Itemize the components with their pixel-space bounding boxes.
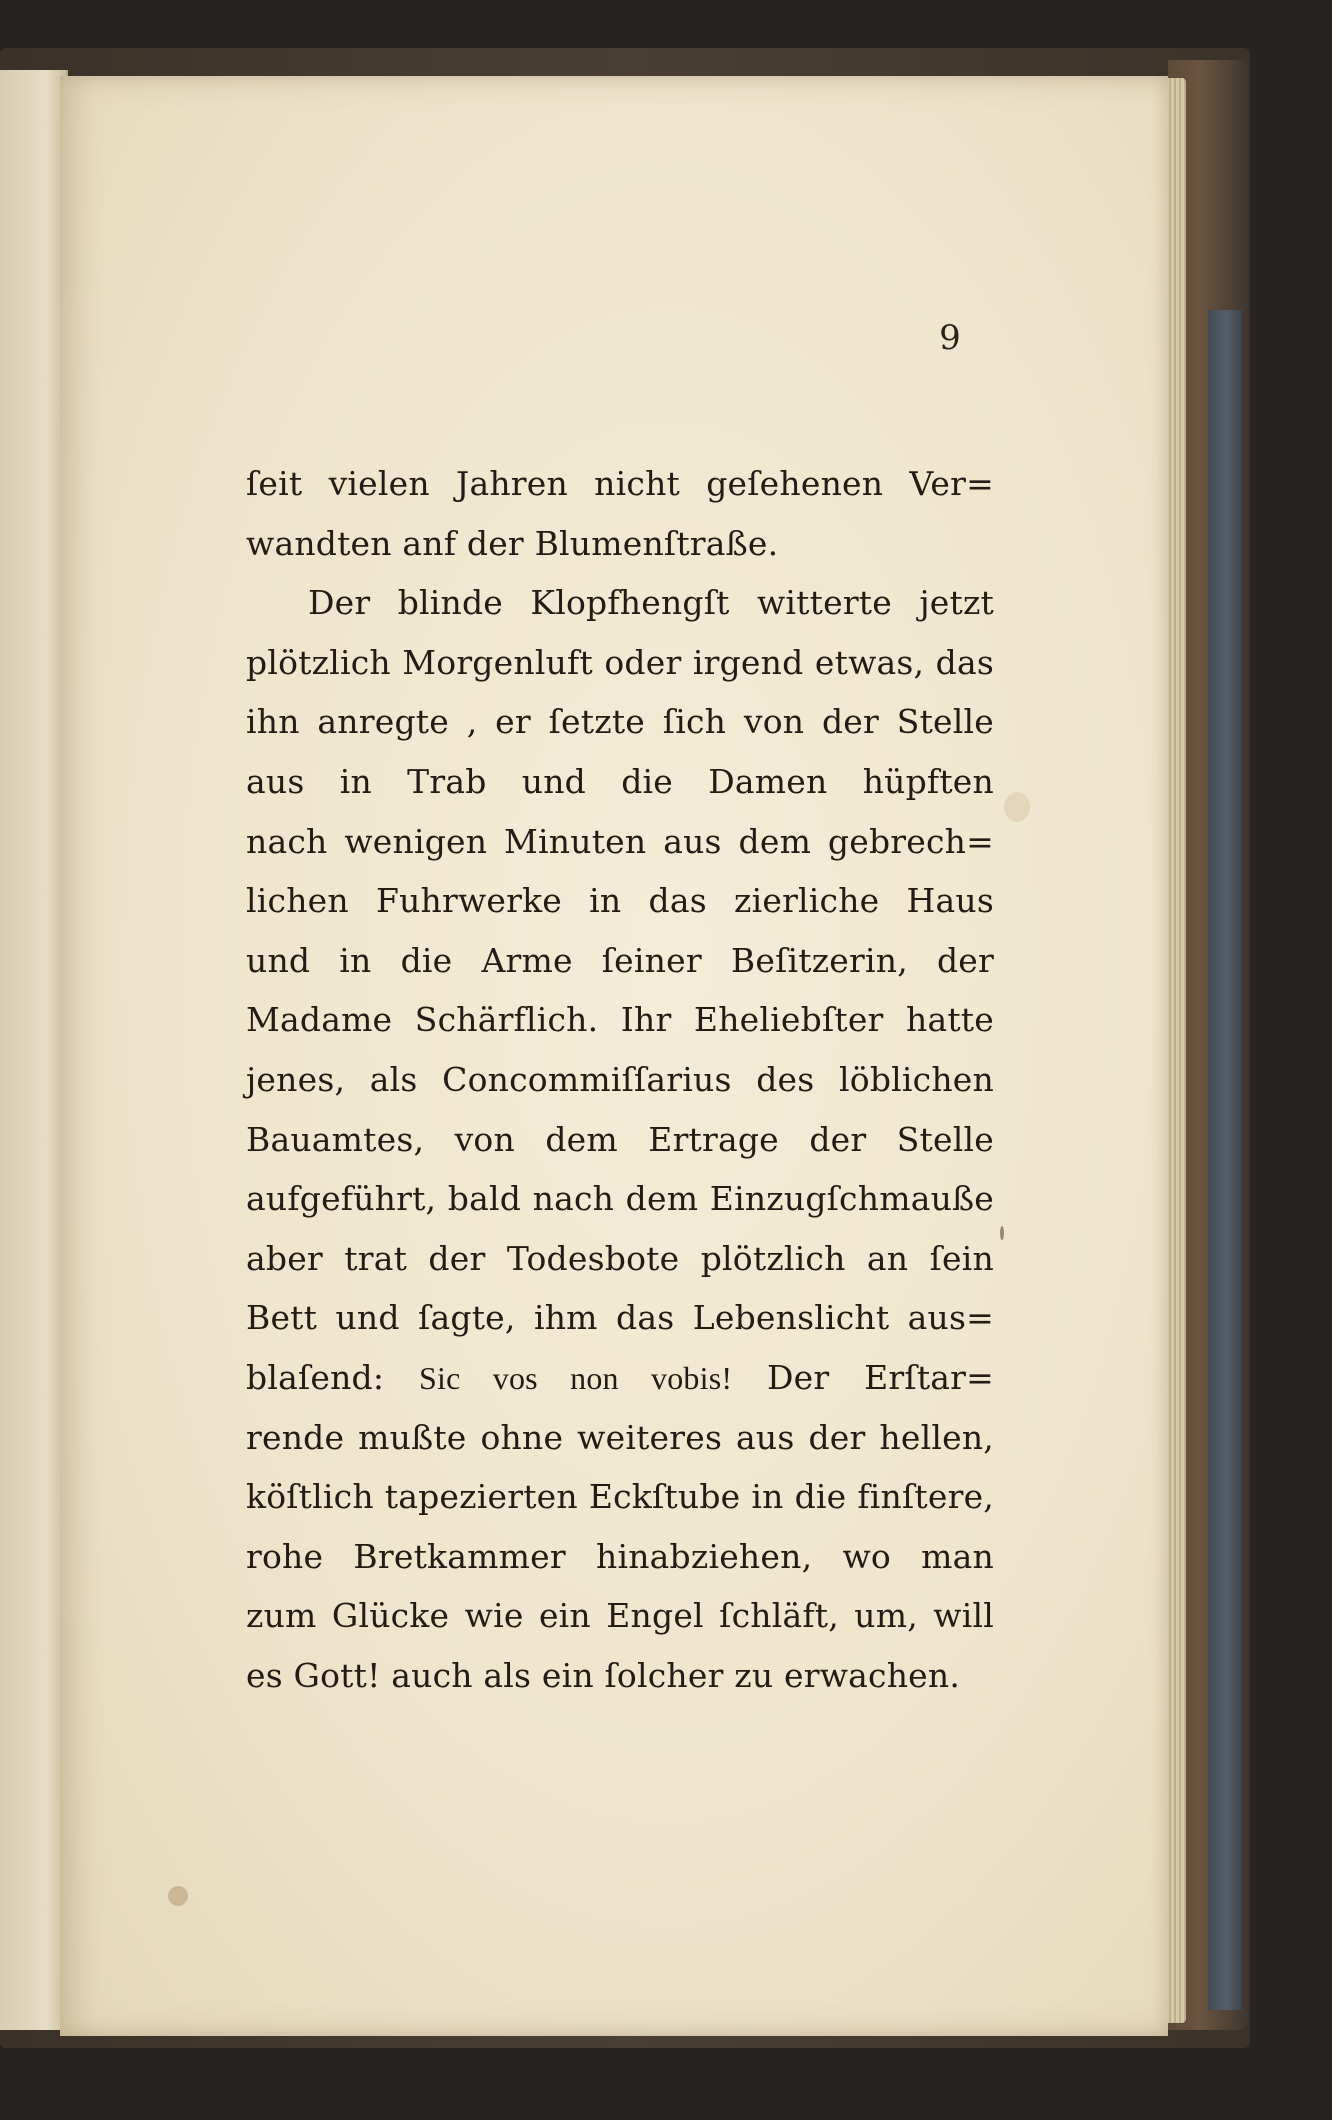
text-line: zum Glücke wie ein Engel ſchläft, um, will: [246, 1596, 994, 1636]
text-line: Bauamtes, von dem Ertrage der Stelle: [246, 1119, 994, 1159]
text-line: ihn anregte , er ſetzte ſich von der Stelle: [246, 702, 994, 742]
text-line: aufgeführt, bald nach dem Einzugſchmauße: [246, 1179, 994, 1219]
text-line: es Gott! auch als ein ſolcher zu erwachen.: [246, 1655, 961, 1695]
paper-speck: [1000, 1226, 1004, 1240]
text-line: Madame Schärflich. Ihr Eheliebſter hatte: [246, 1000, 994, 1040]
text-line: plötzlich Morgenluft oder irgend etwas, das: [246, 642, 994, 682]
text-line: blaſend: Sic vos non vobis! Der Erſtar=: [246, 1357, 994, 1397]
text-line: rende mußte ohne weiteres aus der hellen,: [246, 1417, 994, 1457]
text-line: aus in Trab und die Damen hüpften: [246, 761, 994, 801]
text-line: Bett und ſagte, ihm das Lebenslicht aus=: [246, 1298, 994, 1338]
text-line: köſtlich tapezierten Eckſtube in die finſtere,: [246, 1477, 994, 1517]
page-number: 9: [939, 318, 961, 358]
page-text: [246, 454, 994, 1705]
book-page: [60, 76, 1168, 2036]
text-line: rohe Bretkammer hinabziehen, wo man: [246, 1536, 994, 1576]
previous-page-edge: [0, 70, 68, 2030]
paper-speck: [1004, 792, 1030, 822]
text-line: und in die Arme ſeiner Beſitzerin, der: [246, 940, 994, 980]
latin-phrase: Sic vos non vobis!: [418, 1359, 733, 1396]
text-line: aber trat der Todesbote plötzlich an ſein: [246, 1238, 994, 1278]
text-line: jenes, als Concommiſſarius des löblichen: [246, 1059, 994, 1099]
text-line: lichen Fuhrwerke in das zierliche Haus: [246, 881, 994, 921]
text-line: nach wenigen Minuten aus dem gebrech=: [246, 821, 994, 861]
paper-speck: [168, 1886, 188, 1906]
text-line: ſeit vielen Jahren nicht geſehenen Ver=: [246, 464, 994, 503]
text-line: wandten anf der Blumenſtraße.: [246, 523, 779, 563]
text-line: Der blinde Klopfhengſt witterte jetzt: [308, 583, 994, 623]
